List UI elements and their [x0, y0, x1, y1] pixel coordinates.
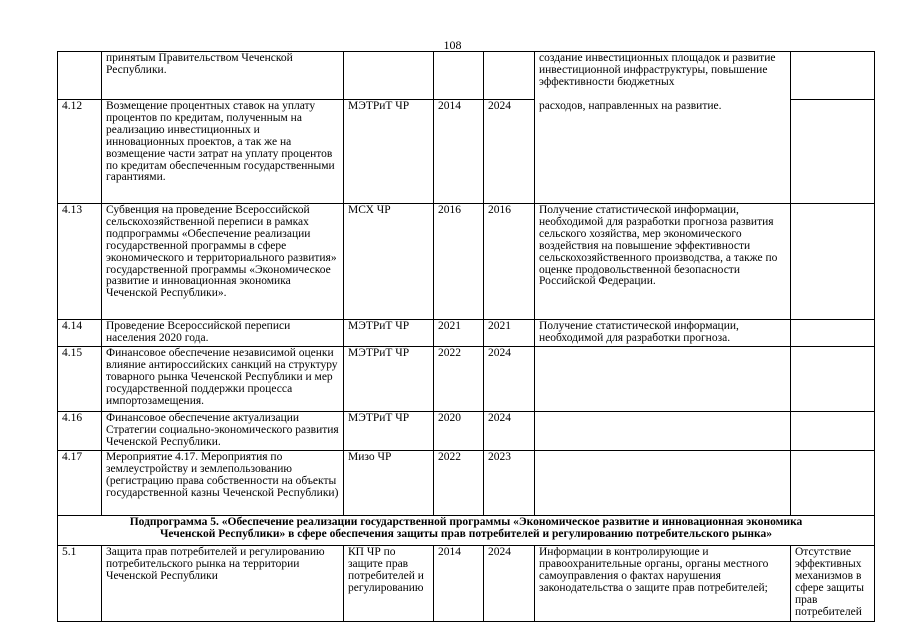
end-year: [484, 52, 535, 100]
table-row: [58, 347, 875, 412]
measure-name: Мероприятие 4.17. Мероприятия по землеустройству и землепользованию (регистрацию права собственности на объекты государственной казны Чеченской Республики): [102, 451, 344, 516]
note: Отсутствие эффективных механизмов в сфере защиты прав потребителей: [791, 546, 875, 622]
measure-name: Защита прав потребителей и регулированию потребительского рынка на территории Чеченской Республики: [102, 546, 344, 622]
end-year: 2024: [484, 347, 535, 412]
start-year: 2022: [434, 451, 484, 516]
row-number: 4.14: [58, 320, 102, 347]
executor: КП ЧР по защите прав потребителей и регулированию: [344, 546, 434, 622]
executor: [344, 52, 434, 100]
start-year: 2022: [434, 347, 484, 412]
row-number: 4.16: [58, 412, 102, 451]
table-row: [58, 320, 875, 347]
end-year: 2024: [484, 412, 535, 451]
table-row: [58, 546, 875, 622]
row-number: 4.12: [58, 100, 102, 204]
note: [791, 347, 875, 412]
measure-name: Финансовое обеспечение независимой оценки влияние антироссийских санкций на структуру товарного рынка Чеченской Республики и мер государственной поддержки процесса импортозамещения.: [102, 347, 344, 412]
expected-result: Получение статистической информации, необходимой для разработки прогноза.: [535, 320, 791, 347]
measure-name: Возмещение процентных ставок на уплату процентов по кредитам, полученным на реализацию инвестиционных и инновационных проектов, а так же на возмещение части затрат на уплату процентов по кредитам обеспеченным государственными гарантиями.: [102, 100, 344, 204]
expected-result: создание инвестиционных площадок и развитие инвестиционной инфраструктуры, повышение эффективности бюджетных: [535, 52, 791, 100]
row-number: 4.13: [58, 204, 102, 320]
measure-name: Субвенция на проведение Всероссийской сельскохозяйственной переписи в рамках подпрограммы «Обеспечение реализации государственной программы в сфере экономического и территориального развития» государственной программы «Экономическое развитие и инновационная экономика Чеченской Республики».: [102, 204, 344, 320]
executor: МЭТРиТ ЧР: [344, 412, 434, 451]
row-number: 4.15: [58, 347, 102, 412]
end-year: 2016: [484, 204, 535, 320]
start-year: 2014: [434, 546, 484, 622]
subprogram-title: [58, 516, 875, 546]
end-year: 2024: [484, 100, 535, 204]
end-year: 2024: [484, 546, 535, 622]
measures-table: [57, 51, 875, 622]
row-number: 5.1: [58, 546, 102, 622]
expected-result: Получение статистической информации, необходимой для разработки прогноза развития сельского хозяйства, мер экономического воздействия на повышение эффективности сельскохозяйственного производства, а также по оценке продовольственной безопасности Российской Федерации.: [535, 204, 791, 320]
executor: Мизо ЧР: [344, 451, 434, 516]
measure-name: Финансовое обеспечение актуализации Стратегии социально-экономического развития Чеченской Республики.: [102, 412, 344, 451]
note: [791, 100, 875, 204]
executor: МСХ ЧР: [344, 204, 434, 320]
table-row: [58, 100, 875, 204]
expected-result: [535, 412, 791, 451]
expected-result: расходов, направленных на развитие.: [535, 100, 791, 204]
row-number: 4.17: [58, 451, 102, 516]
table-row: [58, 204, 875, 320]
table-row: [58, 52, 875, 100]
executor: МЭТРиТ ЧР: [344, 347, 434, 412]
note: [791, 412, 875, 451]
note: [791, 451, 875, 516]
end-year: 2023: [484, 451, 535, 516]
start-year: 2014: [434, 100, 484, 204]
start-year: 2021: [434, 320, 484, 347]
table-row: [58, 412, 875, 451]
table-row: [58, 451, 875, 516]
note: [791, 52, 875, 100]
note: [791, 204, 875, 320]
start-year: 2016: [434, 204, 484, 320]
subprogram-header-row: [58, 516, 875, 546]
page-number: 108: [443, 38, 462, 52]
end-year: 2021: [484, 320, 535, 347]
measure-name: принятым Правительством Чеченской Республики.: [102, 52, 344, 100]
expected-result: [535, 451, 791, 516]
executor: МЭТРиТ ЧР: [344, 100, 434, 204]
expected-result: Информации в контролирующие и правоохранительные органы, органы местного самоуправления о фактах нарушения законодательства о защите прав потребителей;: [535, 546, 791, 622]
executor: МЭТРиТ ЧР: [344, 320, 434, 347]
row-number: [58, 52, 102, 100]
measure-name: Проведение Всероссийской переписи населения 2020 года.: [102, 320, 344, 347]
expected-result: [535, 347, 791, 412]
start-year: 2020: [434, 412, 484, 451]
note: [791, 320, 875, 347]
start-year: [434, 52, 484, 100]
subprogram-title-line1: Подпрограмма 5. «Обеспечение реализации государственной программы «Экономическое развитие и инновационная экономика: [129, 516, 803, 528]
subprogram-title-line2: Чеченской Республики» в сфере обеспечения защиты прав потребителей и регулированию потребительского рынка»: [159, 527, 772, 540]
